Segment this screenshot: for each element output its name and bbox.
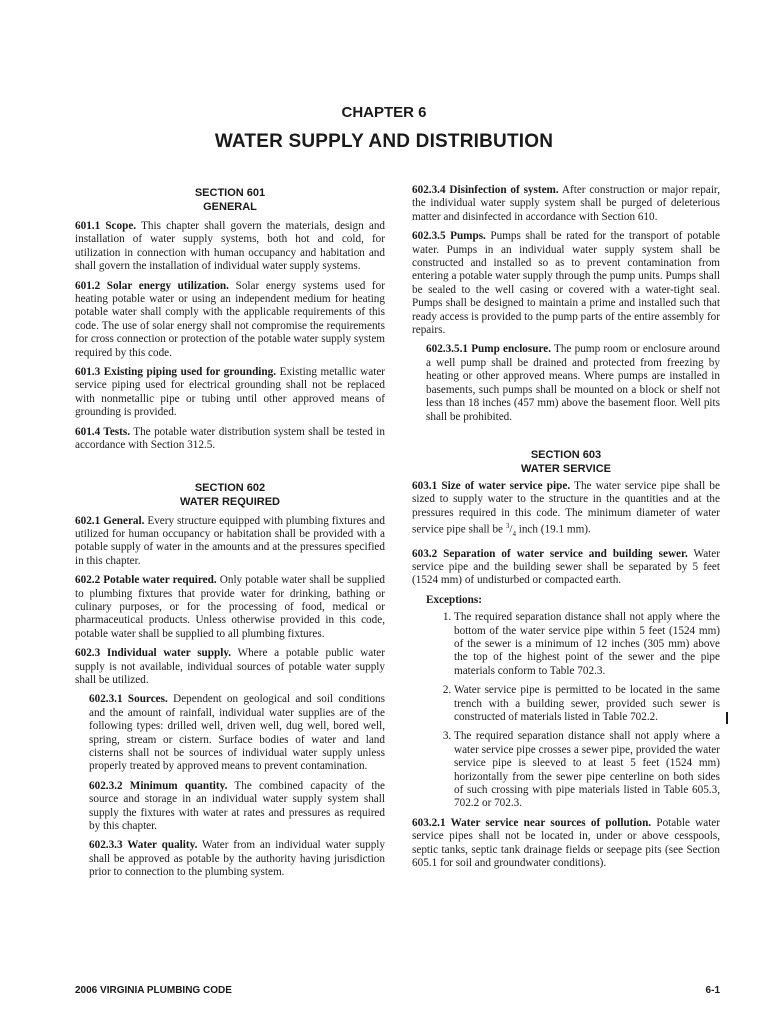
paragraph-602-3-1-body: Dependent on geological and soil conditions and the amount of rainfall, individual water supplies are of the following types: drilled well, driven well, dug well, bored well, spring, stream or cistern. Surface bodies of water and land cisterns shall not be sources of individual water supply unless properly treated by approved means to prevent contamination. — [89, 693, 385, 773]
paragraph-601-1 — [75, 220, 385, 274]
section-603-heading — [412, 448, 720, 476]
paragraph-602-3-4 — [412, 184, 720, 224]
paragraph-602-3-5 — [412, 230, 720, 337]
paragraph-602-1-body: Every structure equipped with plumbing fixtures and utilized for human occupancy or habitation shall be provided with a potable supply of water in the amounts and at the pressures specified in this chapter. — [75, 514, 385, 567]
section-602-number: SECTION 602 — [194, 481, 266, 494]
exception-item: 2. Water service pipe is permitted to be located in the same trench with a building sewer, provided such sewer is constructed of materials listed in Table 702.2. — [454, 684, 720, 724]
chapter-title: WATER SUPPLY AND DISTRIBUTION — [214, 131, 554, 152]
paragraph-602-3-3 — [89, 839, 385, 879]
section-601-number: SECTION 601 — [194, 187, 266, 199]
footer-code-title: 2006 VIRGINIA PLUMBING CODE — [75, 985, 232, 996]
paragraph-601-1-body: This chapter shall govern the materials, design and installation of water supply systems, both hot and cold, for utilization in connection with human occupancy and habitation and shall govern the installation of individual water supply systems. — [75, 220, 386, 273]
paragraph-602-3-1 — [89, 693, 385, 773]
paragraph-601-3 — [75, 366, 385, 420]
paragraph-602-1 — [75, 515, 385, 569]
exceptions-list — [412, 611, 720, 811]
exception-item: 1. The required separation distance shall not apply where the bottom of the water service pipe within 5 feet (1524 mm) of the sewer is a minimum of 12 inches (305 mm) above the top of the highest point of the sewer and the pipe materials conform to Table 702.3. — [454, 611, 720, 678]
paragraph-601-4-head: 601.4 Tests. — [75, 425, 131, 438]
paragraph-603-1-tail: inch (19.1 mm). — [515, 523, 591, 536]
paragraph-602-3-5-1 — [426, 343, 720, 423]
paragraph-603-2-head: 603.2 Separation of water service and building sewer. — [412, 547, 688, 560]
section-601-name: GENERAL — [203, 201, 257, 213]
paragraph-602-3-1-head: 602.3.1 Sources. — [89, 693, 168, 706]
paragraph-602-2 — [75, 574, 385, 641]
exceptions-label: Exceptions: — [426, 593, 482, 606]
paragraph-602-3-4-body: After construction or major repair, the individual water supply system shall be purged of deleterious matter and disinfected in accordance with Section 610. — [412, 184, 721, 223]
section-602-name: WATER REQUIRED — [179, 495, 281, 508]
section-601-heading — [75, 186, 385, 214]
paragraph-603-1-body: The water service pipe shall be sized to supply water to the structure in the quantities and at the pressures required in this code. The minimum diameter of water service pipe shall be — [412, 479, 720, 536]
revision-change-bar — [726, 712, 728, 724]
paragraph-603-2-body: Water service pipe and the building sewer shall be separated by 5 feet (1524 mm) of undisturbed or compacted earth. — [412, 547, 720, 587]
paragraph-602-3-2 — [89, 780, 385, 834]
section-602-heading — [75, 481, 385, 509]
paragraph-601-4 — [75, 426, 385, 453]
paragraph-602-3-4-head: 602.3.4 Disinfection of system. — [412, 184, 559, 196]
paragraph-601-2 — [75, 280, 385, 360]
paragraph-603-2-1-head: 603.2.1 Water service near sources of pollution. — [412, 816, 652, 829]
paragraph-602-3 — [75, 647, 385, 687]
chapter-label: CHAPTER 6 — [341, 104, 427, 121]
paragraph-602-3-2-body: The combined capacity of the source and storage in an individual water supply system shall supply the fixtures with water at rates and pressures as required by this chapter. — [89, 779, 385, 833]
paragraph-601-1-head: 601.1 Scope. — [75, 220, 137, 232]
paragraph-603-1-head: 603.1 Size of water service pipe. — [412, 479, 571, 492]
paragraph-603-2 — [412, 548, 720, 588]
right-column — [412, 184, 720, 876]
paragraph-602-3-5-1-body: The pump room or enclosure around a well pump shall be drained and protected from freezing by heating or other approved means. Where pumps are installed in basements, such pumps shall be mounted on a block or shelf not less than 18 inches (457 mm) above the basement floor. Well pits shall be prohibited. — [426, 343, 720, 423]
paragraph-602-3-head: 602.3 Individual water supply. — [75, 647, 232, 660]
fraction-numerator: 3 — [505, 522, 510, 531]
paragraph-603-1: 603.1 Size of water service pipe. The water service pipe shall be sized to supply water to the structure in the quantities and at the pressures required in this code. The minimum diameter of water service pipe shall be $^3/_4$ inch (19.1 mm). — [412, 479, 720, 539]
paragraph-602-3-5-1-head: 602.3.5.1 Pump enclosure. — [426, 343, 551, 356]
section-603-number: SECTION 603 — [530, 448, 602, 461]
paragraph-602-3-3-head: 602.3.3 Water quality. — [89, 839, 198, 852]
paragraph-602-3-2-head: 602.3.2 Minimum quantity. — [89, 779, 228, 792]
paragraph-602-3-body: Where a potable public water supply is not available, individual sources of potable water supply shall be utilized. — [75, 647, 385, 686]
paragraph-602-3-5-body: Pumps shall be rated for the transport of potable water. Pumps in an individual water supply system shall be constructed and installed so as to prevent contamination from entering a potable water supply through the pump units. Pumps shall be sealed to the well casing or covered with a water-tight seal. Pumps shall be designed to maintain a prime and installed such that ready access is provided to the pump parts of the entire assembly for repairs. — [412, 230, 720, 337]
paragraph-602-1-head: 602.1 General. — [75, 514, 145, 527]
fraction-denominator: 4 — [512, 530, 516, 539]
paragraph-601-3-body: Existing metallic water service piping used for electrical grounding shall not be replaced with nonmetallic pipe or tubing until other approved means of grounding is provided. — [75, 366, 386, 419]
paragraph-602-2-head: 602.2 Potable water required. — [75, 574, 217, 587]
paragraph-601-2-body: Solar energy systems used for heating potable water or using an independent medium for heating potable water shall comply with the applicable requirements of this code. The use of solar energy shall not compromise the requirements for cross connection or protection of the potable water supply system required by this code. — [75, 279, 385, 359]
left-column — [75, 186, 385, 886]
paragraph-601-3-head: 601.3 Existing piping used for grounding. — [75, 366, 277, 379]
footer-page-number: 6-1 — [705, 985, 720, 996]
paragraph-602-3-3-body: Water from an individual water supply shall be approved as potable by the authority having jurisdiction prior to connection to the plumbing system. — [89, 839, 385, 879]
paragraph-602-2-body: Only potable water shall be supplied to plumbing fixtures that provide water for drinking, bathing or culinary purposes, or for the processing of food, medical or pharmaceutical products. Unless otherwise provided in this code, potable water shall be supplied to all plumbing fixtures. — [75, 574, 386, 640]
paragraph-603-2-1-body: Potable water service pipes shall not be located in, under or above cesspools, septic tanks, septic tank drainage fields or seepage pits (see Section 605.1 for soil and groundwater conditions). — [412, 816, 720, 870]
paragraph-602-3-5-head: 602.3.5 Pumps. — [412, 230, 486, 243]
paragraph-603-2-1 — [412, 817, 720, 871]
exception-item: 3. The required separation distance shall not apply where a water service pipe crosses a sewer pipe, provided the water service pipe is sleeved to at least 5 feet (1524 mm) horizontally from the sewer pipe centerline on both sides of such crossing with pipe materials listed in Table 605.3, 702.2 or 702.3. — [454, 730, 720, 810]
paragraph-601-4-body: The potable water distribution system shall be tested in accordance with Section 312.5. — [75, 425, 385, 452]
paragraph-601-2-head: 601.2 Solar energy utilization. — [75, 279, 229, 292]
section-603-name: WATER SERVICE — [520, 462, 612, 475]
